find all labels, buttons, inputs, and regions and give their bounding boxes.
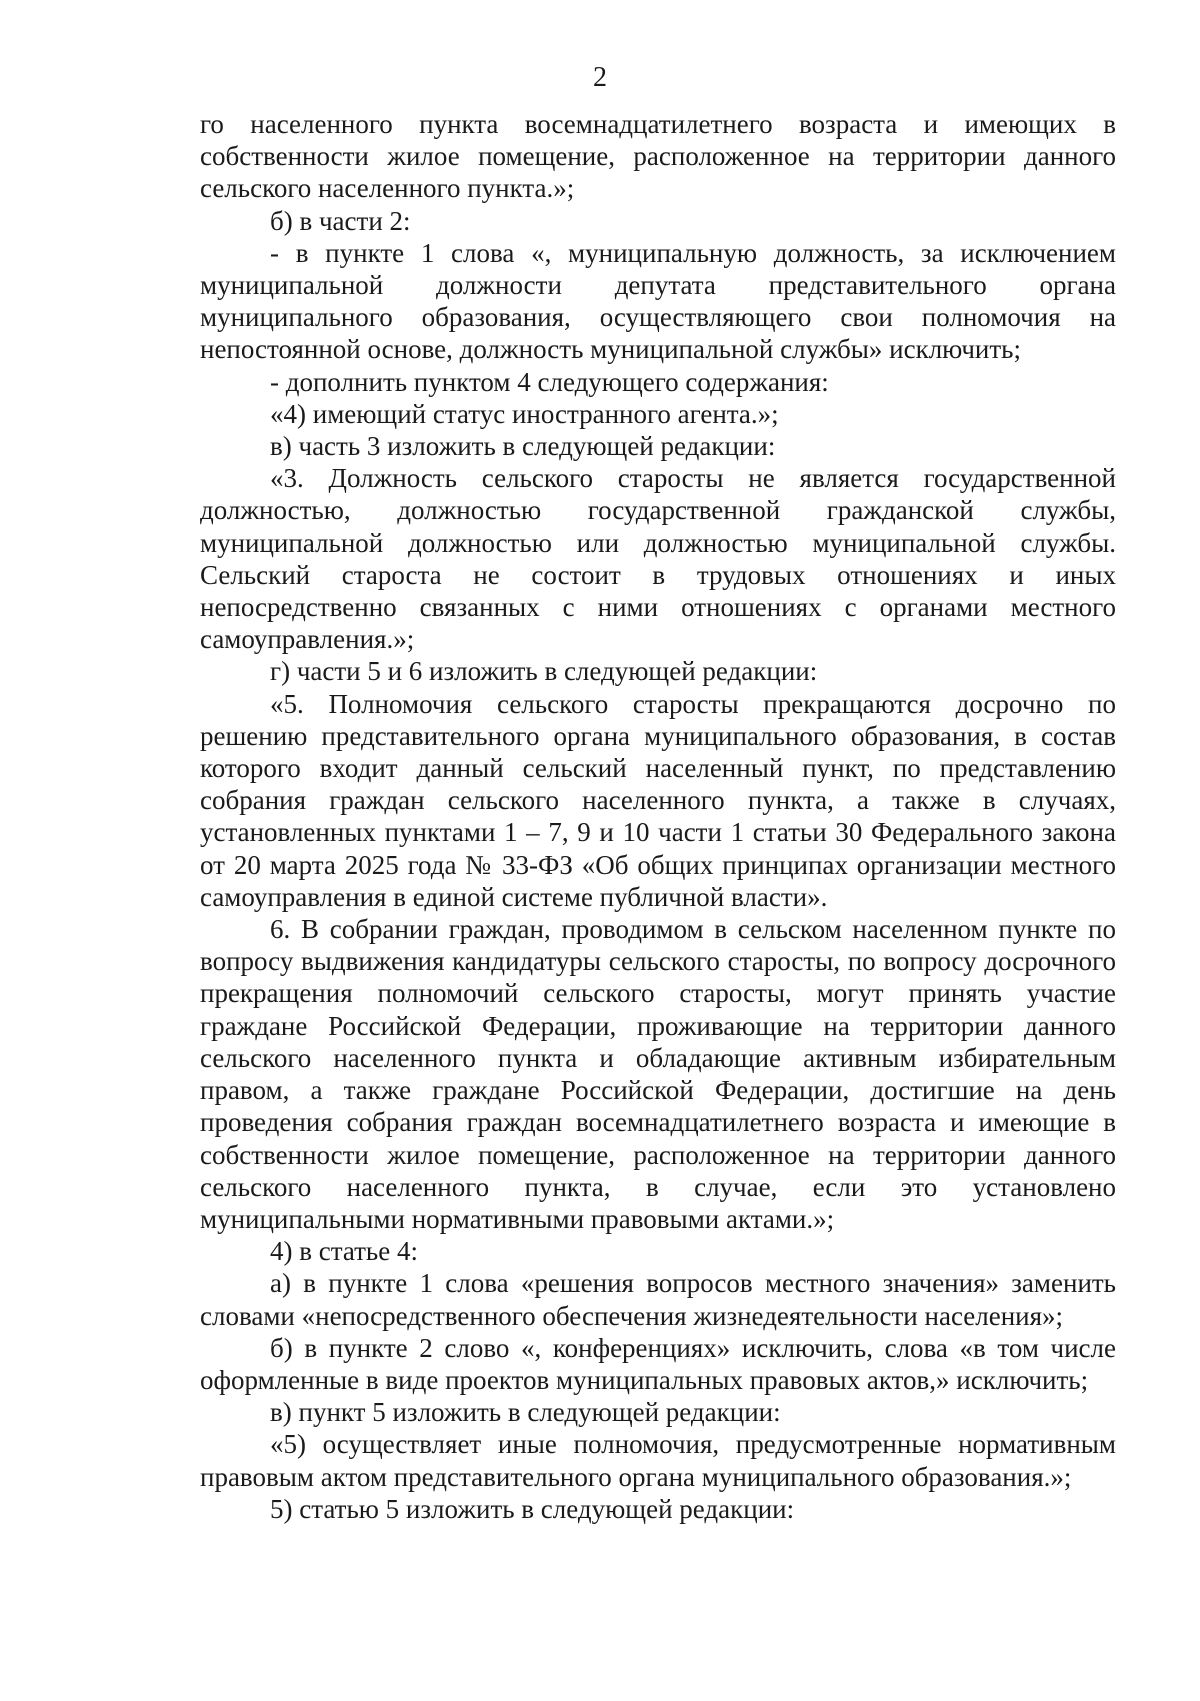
paragraph: а) в пункте 1 слова «решения вопросов местного значения» заменить словами «непосредственного обеспечения жизнедеятельности населения»; [200,1268,1116,1331]
document-body [200,108,1116,1525]
paragraph: б) в пункте 2 слово «, конференциях» исключить, слова «в том числе оформленные в виде проектов муниципальных правовых актов,» исключить; [200,1332,1116,1395]
paragraph: б) в части 2: [270,205,411,236]
paragraph: «5) осуществляет иные полномочия, предусмотренные нормативным правовым актом представительного органа муниципального образования.»; [200,1429,1116,1492]
paragraph: 6. В собрании граждан, проводимом в сельском населенном пункте по вопросу выдвижения кандидатуры сельского старосты, по вопросу досрочного прекращения полномочий сельского старосты, могут принять участие граждане Российской Федерации, проживающие на территории данного сельского населенного пункта и обладающие активным избирательным правом, а также граждане Российской Федерации, достигшие на день проведения собрания граждан восемнадцатилетнего возраста и имеющие в собственности жилое помещение, расположенное на территории данного сельского населенного пункта, в случае, если это установлено муниципальными нормативными правовыми актами.»; [200,914,1116,1234]
paragraph: в) часть 3 изложить в следующей редакции: [270,431,776,462]
paragraph: в) пункт 5 изложить в следующей редакции: [270,1397,781,1428]
paragraph: «4) имеющий статус иностранного агента.»; [270,398,779,429]
paragraph: 5) статью 5 изложить в следующей редакции: [270,1493,795,1524]
paragraph: го населенного пункта восемнадцатилетнего возраста и имеющих в собственности жилое помещение, расположенное на территории данного сельского населенного пункта.»; [200,109,1116,204]
paragraph: - дополнить пунктом 4 следующего содержания: [270,366,829,397]
paragraph: 4) в статье 4: [270,1236,418,1267]
paragraph: г) части 5 и 6 изложить в следующей редакции: [270,656,818,687]
paragraph: - в пункте 1 слова «, муниципальную должность, за исключением муниципальной должности депутата представительного органа муниципального образования, осуществляющего свои полномочия на непостоянной основе, должность муниципальной службы» исключить; [200,237,1116,365]
paragraph: «3. Должность сельского старосты не является государственной должностью, должностью государственной гражданской службы, муниципальной должностью или должностью муниципальной службы. Сельский староста не состоит в трудовых отношениях и иных непосредственно связанных с ними отношениях с органами местного самоуправления.»; [200,463,1116,655]
paragraph: «5. Полномочия сельского старосты прекращаются досрочно по решению представительного органа муниципального образования, в состав которого входит данный сельский населенный пункт, по представлению собрания граждан сельского населенного пункта, а также в случаях, установленных пунктами 1 – 7, 9 и 10 части 1 статьи 30 Федерального закона от 20 марта 2025 года № 33-ФЗ «Об общих принципах организации местного самоуправления в единой системе публичной власти». [200,688,1116,912]
page-number: 2 [593,62,607,93]
